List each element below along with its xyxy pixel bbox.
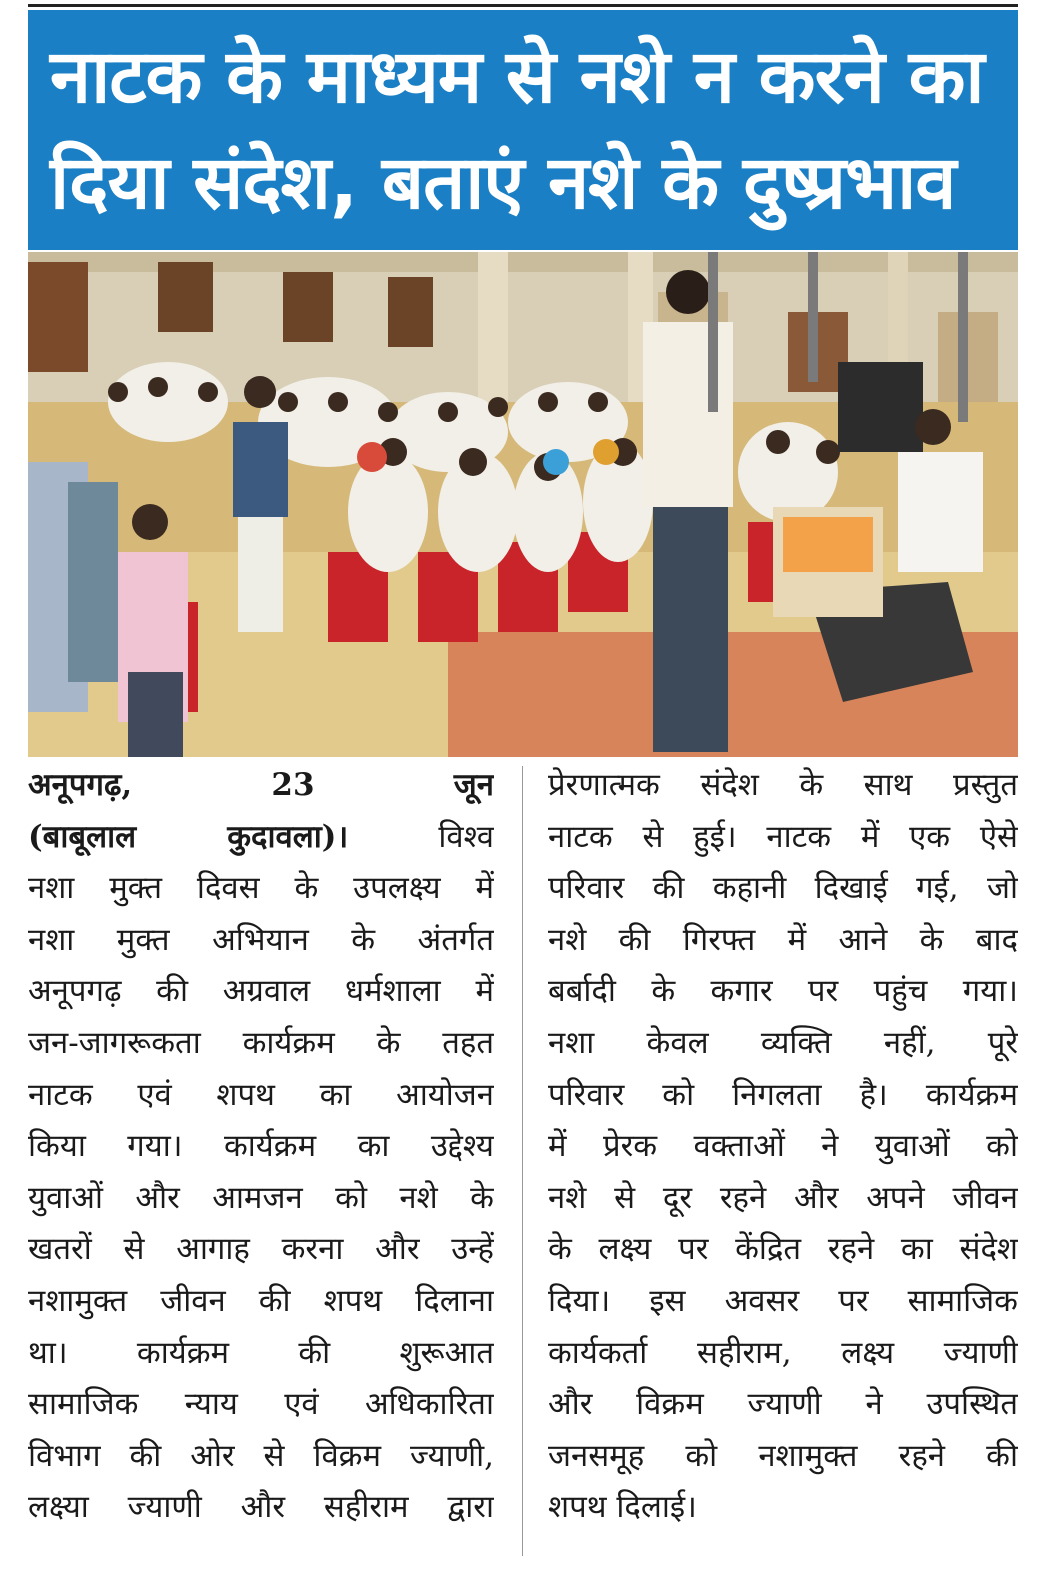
article-line: नाटक एवं शपथ का आयोजन <box>28 1076 494 1113</box>
article-line: अनूपगढ़ की अग्रवाल धर्मशाला में <box>28 973 494 1010</box>
article-line: और विक्रम ज्याणी ने उपस्थित <box>548 1386 1018 1423</box>
article-line: कार्यकर्ता सहीराम, लक्ष्य ज्याणी <box>548 1334 1018 1371</box>
article-line: जनसमूह को नशामुक्त रहने की <box>548 1437 1018 1474</box>
article-line: बर्बादी के कगार पर पहुंच गया। <box>548 973 1018 1010</box>
article-line: नशामुक्त जीवन की शपथ दिलाना <box>28 1282 494 1319</box>
article-line: नशा मुक्त अभियान के अंतर्गत <box>28 921 494 958</box>
article-line: के लक्ष्य पर केंद्रित रहने का संदेश <box>548 1231 1018 1268</box>
article-line: विभाग की ओर से विक्रम ज्याणी, <box>28 1437 494 1474</box>
article-line: दिया। इस अवसर पर सामाजिक <box>548 1282 1018 1319</box>
article-line: खतरों से आगाह करना और उन्हें <box>28 1231 494 1268</box>
article-line: नशे की गिरफ्त में आने के बाद <box>548 921 1018 958</box>
article-body <box>28 760 1018 1570</box>
article-line: नशे से दूर रहने और अपने जीवन <box>548 1179 1018 1216</box>
article-line: किया गया। कार्यक्रम का उद्देश्य <box>28 1128 494 1165</box>
article-line: परिवार की कहानी दिखाई गई, जो <box>548 870 1018 907</box>
top-rule <box>28 4 1018 7</box>
article-line: परिवार को निगलता है। कार्यक्रम <box>548 1076 1018 1113</box>
reporter-name: (बाबूलाल कुदावला)। <box>28 818 349 855</box>
article-line: सामाजिक न्याय एवं अधिकारिता <box>28 1386 494 1423</box>
article-line: नशा केवल व्यक्ति नहीं, पूरे <box>548 1024 1018 1061</box>
article-line: प्रेरणात्मक संदेश के साथ प्रस्तुत <box>548 767 1018 803</box>
article-line: लक्ष्या ज्याणी और सहीराम द्वारा <box>28 1489 494 1526</box>
article-column-left <box>28 760 494 1570</box>
article-line: नशा मुक्त दिवस के उपलक्ष्य में <box>28 870 494 907</box>
article-column-right <box>548 760 1018 1570</box>
article-line: युवाओं और आमजन को नशे के <box>28 1179 494 1216</box>
article-line: शपथ दिलाई। <box>548 1489 697 1526</box>
headline-box <box>28 10 1018 250</box>
news-photo <box>28 252 1018 757</box>
article-line: जन-जागरूकता कार्यक्रम के तहत <box>28 1024 494 1061</box>
headline-line-2: दिया संदेश, बताएं नशे के दुष्प्रभाव <box>50 140 956 226</box>
article-line: में प्रेरक वक्ताओं ने युवाओं को <box>548 1128 1018 1165</box>
headline-line-1: नाटक के माध्यम से नशे न करने का <box>50 34 984 120</box>
dateline: अनूपगढ़, 23 जून <box>28 767 494 803</box>
article-line: था। कार्यक्रम की शुरूआत <box>28 1334 494 1371</box>
column-divider <box>522 766 523 1556</box>
article-line: नाटक से हुई। नाटक में एक ऐसे <box>548 818 1018 855</box>
article-line-l0 <box>28 812 494 864</box>
article-line-l0-text: विश्व <box>438 818 494 855</box>
